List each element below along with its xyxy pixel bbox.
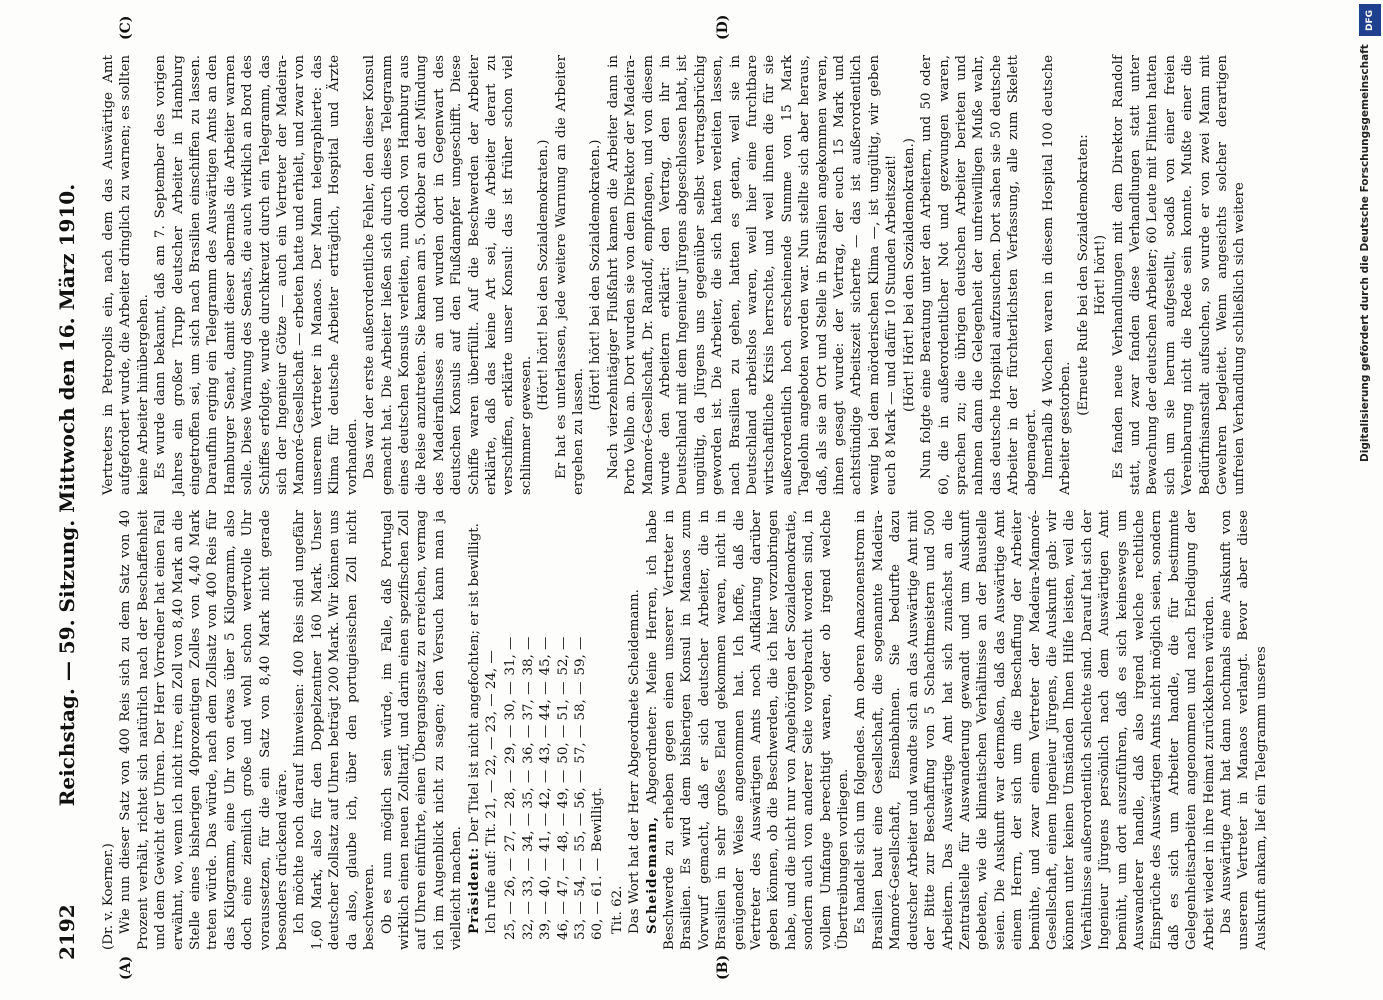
call-intro: Ich rufe auf: Tit. 21, — 22, — 23, — 24, —: [483, 650, 499, 934]
title-cell: 60, — 61. —: [590, 857, 606, 940]
title-cell: 29, — 30, —: [503, 681, 519, 764]
title-row: [572, 631, 589, 940]
digitization-stamp: [1359, 4, 1381, 994]
paragraph: Nun folgte eine Beratung unter den Arbeitern, und 50 oder 60, die in außerordentlicher Not und gezwungen waren, sprachen zu; die übrigen deutschen Arbeiter berieten und nahmen dann die Gelegenheit der unfreiwilligen Muße wahr, das deutsche Hospital aufzusuchen. Dort sahen sie 50 deutsche Arbeiter in der fürchterlichsten Verfassung, alle zum Skelett abgemagert.: [919, 55, 1039, 495]
title-cell: 31, —: [503, 636, 519, 676]
paragraph: Ich möchte noch darauf hinweisen: 400 Reis sind ungefähr 1,60 Mark, also für den Doppelzentner 160 Mark. Unser deutscher Zollsatz auf Uhren beträgt 200 Mark. Wir können uns da also, glaube ich, über den portugiesischen Zoll nicht beschweren.: [292, 510, 378, 950]
title-cell: 48, — 49, —: [555, 769, 571, 852]
margin-mark-a: (A): [118, 955, 134, 980]
paragraph: Das Auswärtige Amt hat dann nochmals eine Auskunft von unserem Vertreter in Manaos verlangt. Bevor aber diese Auskunft ankam, lief ein Telegramm unseres: [1219, 510, 1269, 950]
title-cell: 32, — 33, —: [520, 857, 536, 940]
page-number: 2192: [55, 904, 79, 960]
column-left: [100, 510, 1269, 950]
title-row: [589, 631, 606, 940]
speech-paragraph: [644, 510, 853, 950]
title-cell: 46, — 47, —: [555, 857, 571, 940]
title-row: [537, 631, 554, 940]
title-cell: 38, —: [520, 636, 536, 676]
margin-mark-d: (D): [715, 14, 731, 40]
title-cell: 50, — 51, —: [555, 681, 571, 764]
speaker-call: Das Wort hat der Herr Abgeordnete Scheidemann.: [627, 589, 643, 934]
title-row: [555, 631, 572, 940]
title-cell: 57, — 58, —: [572, 681, 588, 764]
title-list: [502, 631, 606, 940]
page-header: [45, 30, 85, 960]
running-title: Reichstag. — 59. Sitzung. Mittwoch den 16. März 1910.: [55, 183, 79, 807]
paragraph: Das war der erste außerordentliche Fehler, den dieser Konsul gemacht hat. Die Arbeiter ließen sich durch dieses Telegramm eines deutschen Konsuls verleiten, nun doch von Hamburg aus die Reise anzutreten. Sie kamen am 5. Oktober an der Mündung des Madeiraflusses an und wurden dort in Gegenwart des deutschen Konsuls auf den Flußdampfer umgeschifft. Diese Schiffe waren überfüllt. Auf die Beschwerden der Arbeiter erklärte, daß das keine Art sei, die Arbeiter derart zu verschiffen, erklärte unser Konsul: das ist früher schon viel schlimmer gewesen.: [362, 55, 534, 495]
interjection: (Hört! hört! bei den Sozialdemokraten.): [536, 139, 552, 411]
title-cell: 41, — 42, —: [538, 769, 554, 852]
paragraph: Nach vierzehntägiger Flußfahrt kamen die Arbeiter dann in Porto Velho an. Dort wurden sie von dem Direktor der Madeira-Mamoré-Gesellschaft, Dr. Randolf, empfangen, und von diesem wurde den Arbeitern erklärt: den Vertrag, den ihr in Deutschland mit dem Ingenieur Jürgens abgeschlossen habt, ist ungültig, da Jürgens uns gegenüber selbst vertragsbrüchig geworden ist. Die Arbeiter, die sich hatten verleiten lassen, nach Brasilien zu gehen, hatten es getan, weil sie in Deutschland arbeitslos waren, weil hier eine furchtbare wirtschaftliche Krisis herrschte, und weil ihnen die für sie außerordentlich hoch erscheinende Summe von 15 Mark Tagelohn angeboten worden war. Nun stellte sich aber heraus, daß, als sie an Ort und Stelle in Brasilien angekommen waren, ihnen gesagt wurde: der Vertrag, der euch 15 Mark und achtstündige Arbeitszeit sicherte — das ist außerordentlich wenig bei dem mörderischen Klima —, ist ungültig, wir geben euch 8 Mark — und dafür 10 Stunden Arbeitszeit!: [605, 55, 900, 495]
title-cell: 55, — 56, —: [572, 769, 588, 852]
title-cell: 25, — 26, —: [503, 857, 519, 940]
margin-mark-b: (B): [715, 954, 731, 980]
title-cell: 27, — 28, —: [503, 769, 519, 852]
paragraph: Wie nun dieser Satz von 400 Reis sich zu dem Satz von 40 Prozent verhält, richtet sich natürlich nach der Beschaffenheit und dem Gewicht der Uhren. Der Herr Vorredner hat einen Fall erwähnt, wo, wenn ich nicht irre, ein Zoll von 8,40 Mark an die Stelle eines bisherigen 40prozentigen Zolles von 4,40 Mark treten würde. Das würde, nach dem Zollsatz von 400 Reis für das Kilogramm, eine Uhr von etwas über 5 Kilogramm, also doch eine ziemlich große und wohl schon wertvolle Uhr voraussetzen, für die ein Satz von 8,40 Mark nicht gerade besonders drückend wäre.: [118, 510, 291, 950]
speaker-name: Scheidemann,: [643, 815, 660, 934]
paragraph: Innerhalb 4 Wochen waren in diesem Hospital 100 deutsche Arbeiter gestorben.: [1040, 55, 1074, 495]
title-cell: 45, —: [538, 636, 554, 676]
paragraph: Ob es nun möglich sein würde, im Falle, daß Portugal wirklich einen neuen Zolltarif, und darin einen spezifischen Zoll auf Uhren einführte, einen Übergangssatz zu erreichen, vermag ich im Augenblick nicht zu sagen; den Versuch kann man ja vielleicht machen.: [379, 510, 465, 950]
digitization-notice: Digitalisierung gefördert durch die Deutsche Forschungsgemeinschaft: [1359, 44, 1371, 462]
title-cell: 59, —: [572, 636, 588, 676]
title-row: [520, 631, 537, 940]
dfg-logo: DFG: [1359, 4, 1381, 36]
title-cell: 53, — 54, —: [572, 857, 588, 940]
interjection: (Erneute Rufe bei den Sozialdemokraten:: [1075, 134, 1091, 416]
margin-mark-c: (C): [118, 15, 134, 40]
title-cell: [589, 676, 606, 764]
interjection: (Hört! hört! bei den Sozialdemokraten.): [588, 139, 604, 411]
speaker-continuation: (Dr. v. Koerner.): [101, 843, 116, 950]
title-cell: 39, — 40, —: [538, 857, 554, 940]
paragraph: Er hat es unterlassen, jede weitere Warnung an die Arbeiter ergehen zu lassen.: [553, 55, 586, 495]
title-cell: 34, — 35, —: [520, 769, 536, 852]
president-label: Präsident:: [465, 846, 482, 934]
speaker-role: Abgeordneter:: [644, 705, 660, 805]
title-cell: [589, 631, 606, 676]
paragraph: Vertreters in Petropolis ein, nach dem das Auswärtige Amt aufgefordert wurde, die Arbeiter dringlich zu warnen; es sollten keine Arbeiter hinübergehen.: [101, 55, 151, 495]
paragraph: Es fanden neue Verhandlungen mit dem Direktor Randolf statt, und zwar fanden diese Verhandlungen statt unter Bewachung der deutschen Arbeiter; 60 Leute mit Flinten hatten sich um sie herum aufgestellt, sodaß von einer freien Vereinbarung nicht die Rede sein konnte. Mußte einer die Bedürfnisanstalt aufsuchen, so wurde er von zwei Mann mit Gewehren begleitet. Wenn angesichts solcher derartigen unfreien Verhandlung schließlich sich weitere: [1110, 55, 1248, 495]
title-row: [502, 631, 519, 940]
interjection: (Hört! Hört! bei den Sozialdemokraten.): [901, 138, 917, 412]
title-cell: Bewilligt.: [590, 787, 606, 852]
speech-text: Meine Herren, ich habe Beschwerde zu erheben gegen einen unserer Vertreter in Brasilien. Es wird dem bisherigen Konsul in Manaos zum Vorwurf gemacht, daß er sich deutscher Arbeiter, die in Brasilien in sehr großes Elend gekommen waren, nicht in genügender Weise angenommen hat. Ich hoffe, daß die Vertreter des Auswärtigen Amts noch Aufklärung darüber geben können, ob die Beschwerden, die ich hier vorzubringen habe, und die nicht nur von Angehörigen der Sozialdemokratie, sondern auch von anderer Seite vorgebracht worden sind, in vollem Umfange berechtigt waren, oder ob irgend welche Übertreibungen vorliegen.: [644, 510, 852, 950]
title-cell: 43, — 44, —: [538, 681, 554, 764]
title-cell: 36, — 37, —: [520, 681, 536, 764]
title-62: Tit. 62.: [609, 885, 625, 934]
president-paragraph: [466, 510, 483, 950]
interjection: Hört! hört!): [1093, 234, 1109, 316]
president-text: Der Titel ist nicht angefochten; er ist bewilligt.: [466, 523, 482, 843]
paragraph: Es handelt sich um folgendes. Am oberen Amazonenstrom in Brasilien baut eine Gesellschaft, die sogenannte Madeira-Mamoré-Gesellschaft, Eisenbahnen. Sie bedurfte dazu deutscher Arbeiter und wandte sich an das Auswärtige Amt mit der Bitte zur Beschaffung von 5 Schachtmeistern und 500 Arbeitern. Das Auswärtige Amt hat sich zunächst an die Zentralstelle für Auswanderung gewandt und um Auskunft gebeten, wie die klimatischen Verhältnisse an der Baustelle seien. Die Auskunft war dermaßen, daß das Auswärtige Amt einem Herrn, der sich um die Beschaffung der Arbeiter bemühte, und zwar einem Vertreter der Madeira-Mamoré-Gesellschaft, einem Ingenieur Jürgens, die Auskunft gab: wir können unter keinen Umständen Ihnen Hilfe leisten, weil die Verhältnisse außerordentlich schlechte sind. Darauf hat sich der Ingenieur Jürgens persönlich nach dem Auswärtigen Amt bemüht, um dort auszuführen, daß es sich keineswegs um Auswanderer handle, daß also irgend welche rechtliche Einsprüche des Auswärtigen Amts nicht möglich seien, sondern daß es sich um Arbeiter handle, die für bestimmte Gelegenheitsarbeiten angenommen und nach Erledigung der Arbeit wieder in ihre Heimat zurückkehren würden.: [853, 510, 1217, 950]
column-right: [100, 55, 1260, 495]
paragraph: Es wurde dann bekannt, daß am 7. September des vorigen Jahres ein großer Trupp deutscher Arbeiter in Hamburg eingetroffen sei, um sich nach Brasilien einschiffen zu lassen. Daraufhin erging ein Telegramm des Auswärtigen Amts an den Hamburger Senat, damit dieser abermals die Arbeiter warnen solle. Diese Warnung des Senats, die auch wirklich an Bord des Schiffes erfolgte, wurde durchkreuzt durch ein Telegramm, das sich der Ingenieur Götze — auch ein Vertreter der Madeira-Mamoré-Gesellschaft — erbeten hatte und erhielt, und zwar von unserem Vertreter in Manaos. Der Mann telegraphierte: das Klima für deutsche Arbeiter erträglich, Hospital und Ärzte vorhanden.: [153, 55, 360, 495]
title-cell: 52, —: [555, 636, 571, 676]
